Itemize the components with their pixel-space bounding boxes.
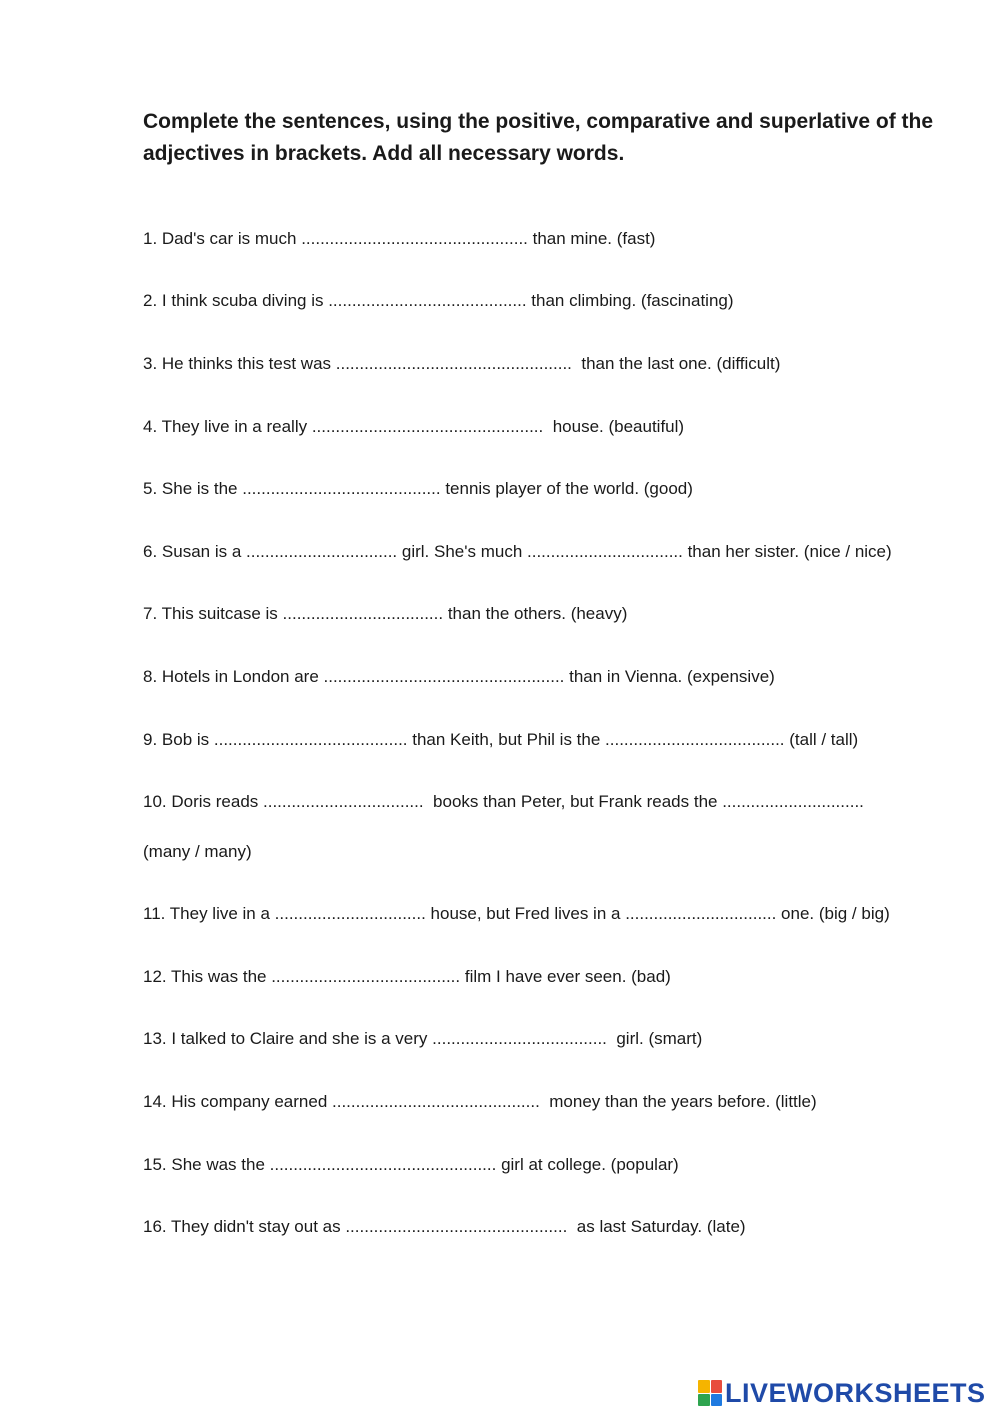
exercise-5: 5. She is the .......................................... tennis player of the world. (good) [143,479,693,498]
exercise-7: 7. This suitcase is .................................. than the others. (heavy) [143,604,628,623]
exercise-9: 9. Bob is ......................................... than Keith, but Phil is the ...................................... (tall / tall) [143,730,859,749]
exercise-16: 16. They didn't stay out as ............................................... as last Saturday. (late) [143,1217,746,1236]
exercise-10-hint: (many / many) [143,842,252,861]
logo-square-2 [711,1380,723,1393]
logo-text: LIVEWORKSHEETS [725,1377,986,1408]
exercise-1: 1. Dad's car is much ................................................ than mine. (fast) [143,229,656,248]
logo-grid-icon [698,1380,722,1406]
exercise-11: 11. They live in a ................................ house, but Fred lives in a ................................ one. (big / big) [143,904,890,923]
exercise-15: 15. She was the ................................................ girl at college. (popular) [143,1155,679,1174]
logo-square-4 [711,1394,723,1407]
exercise-14: 14. His company earned ............................................ money than the years before. (little) [143,1092,817,1111]
exercise-12: 12. This was the ........................................ film I have ever seen. (bad) [143,967,671,986]
instructions: Complete the sentences, using the positive, comparative and superlative of the adjectives in brackets. Add all necessary words. [143,110,934,165]
exercise-10: 10. Doris reads .................................. books than Peter, but Frank reads the .............................. [143,792,864,811]
exercise-2: 2. I think scuba diving is .......................................... than climbing. (fascinating) [143,291,734,310]
logo-square-3 [698,1394,710,1407]
liveworksheets-logo [698,1376,986,1410]
exercise-3: 3. He thinks this test was .................................................. than the last one. (difficult) [143,354,781,373]
exercise-13: 13. I talked to Claire and she is a very ..................................... girl. (smart) [143,1029,703,1048]
exercise-6: 6. Susan is a ................................ girl. She's much ................................. than her sister. (nice / nice) [143,542,892,561]
logo-square-1 [698,1380,710,1393]
exercise-4: 4. They live in a really ................................................. house. (beautiful) [143,417,685,436]
exercise-8: 8. Hotels in London are ................................................... than in Vienna. (expensive) [143,667,775,686]
